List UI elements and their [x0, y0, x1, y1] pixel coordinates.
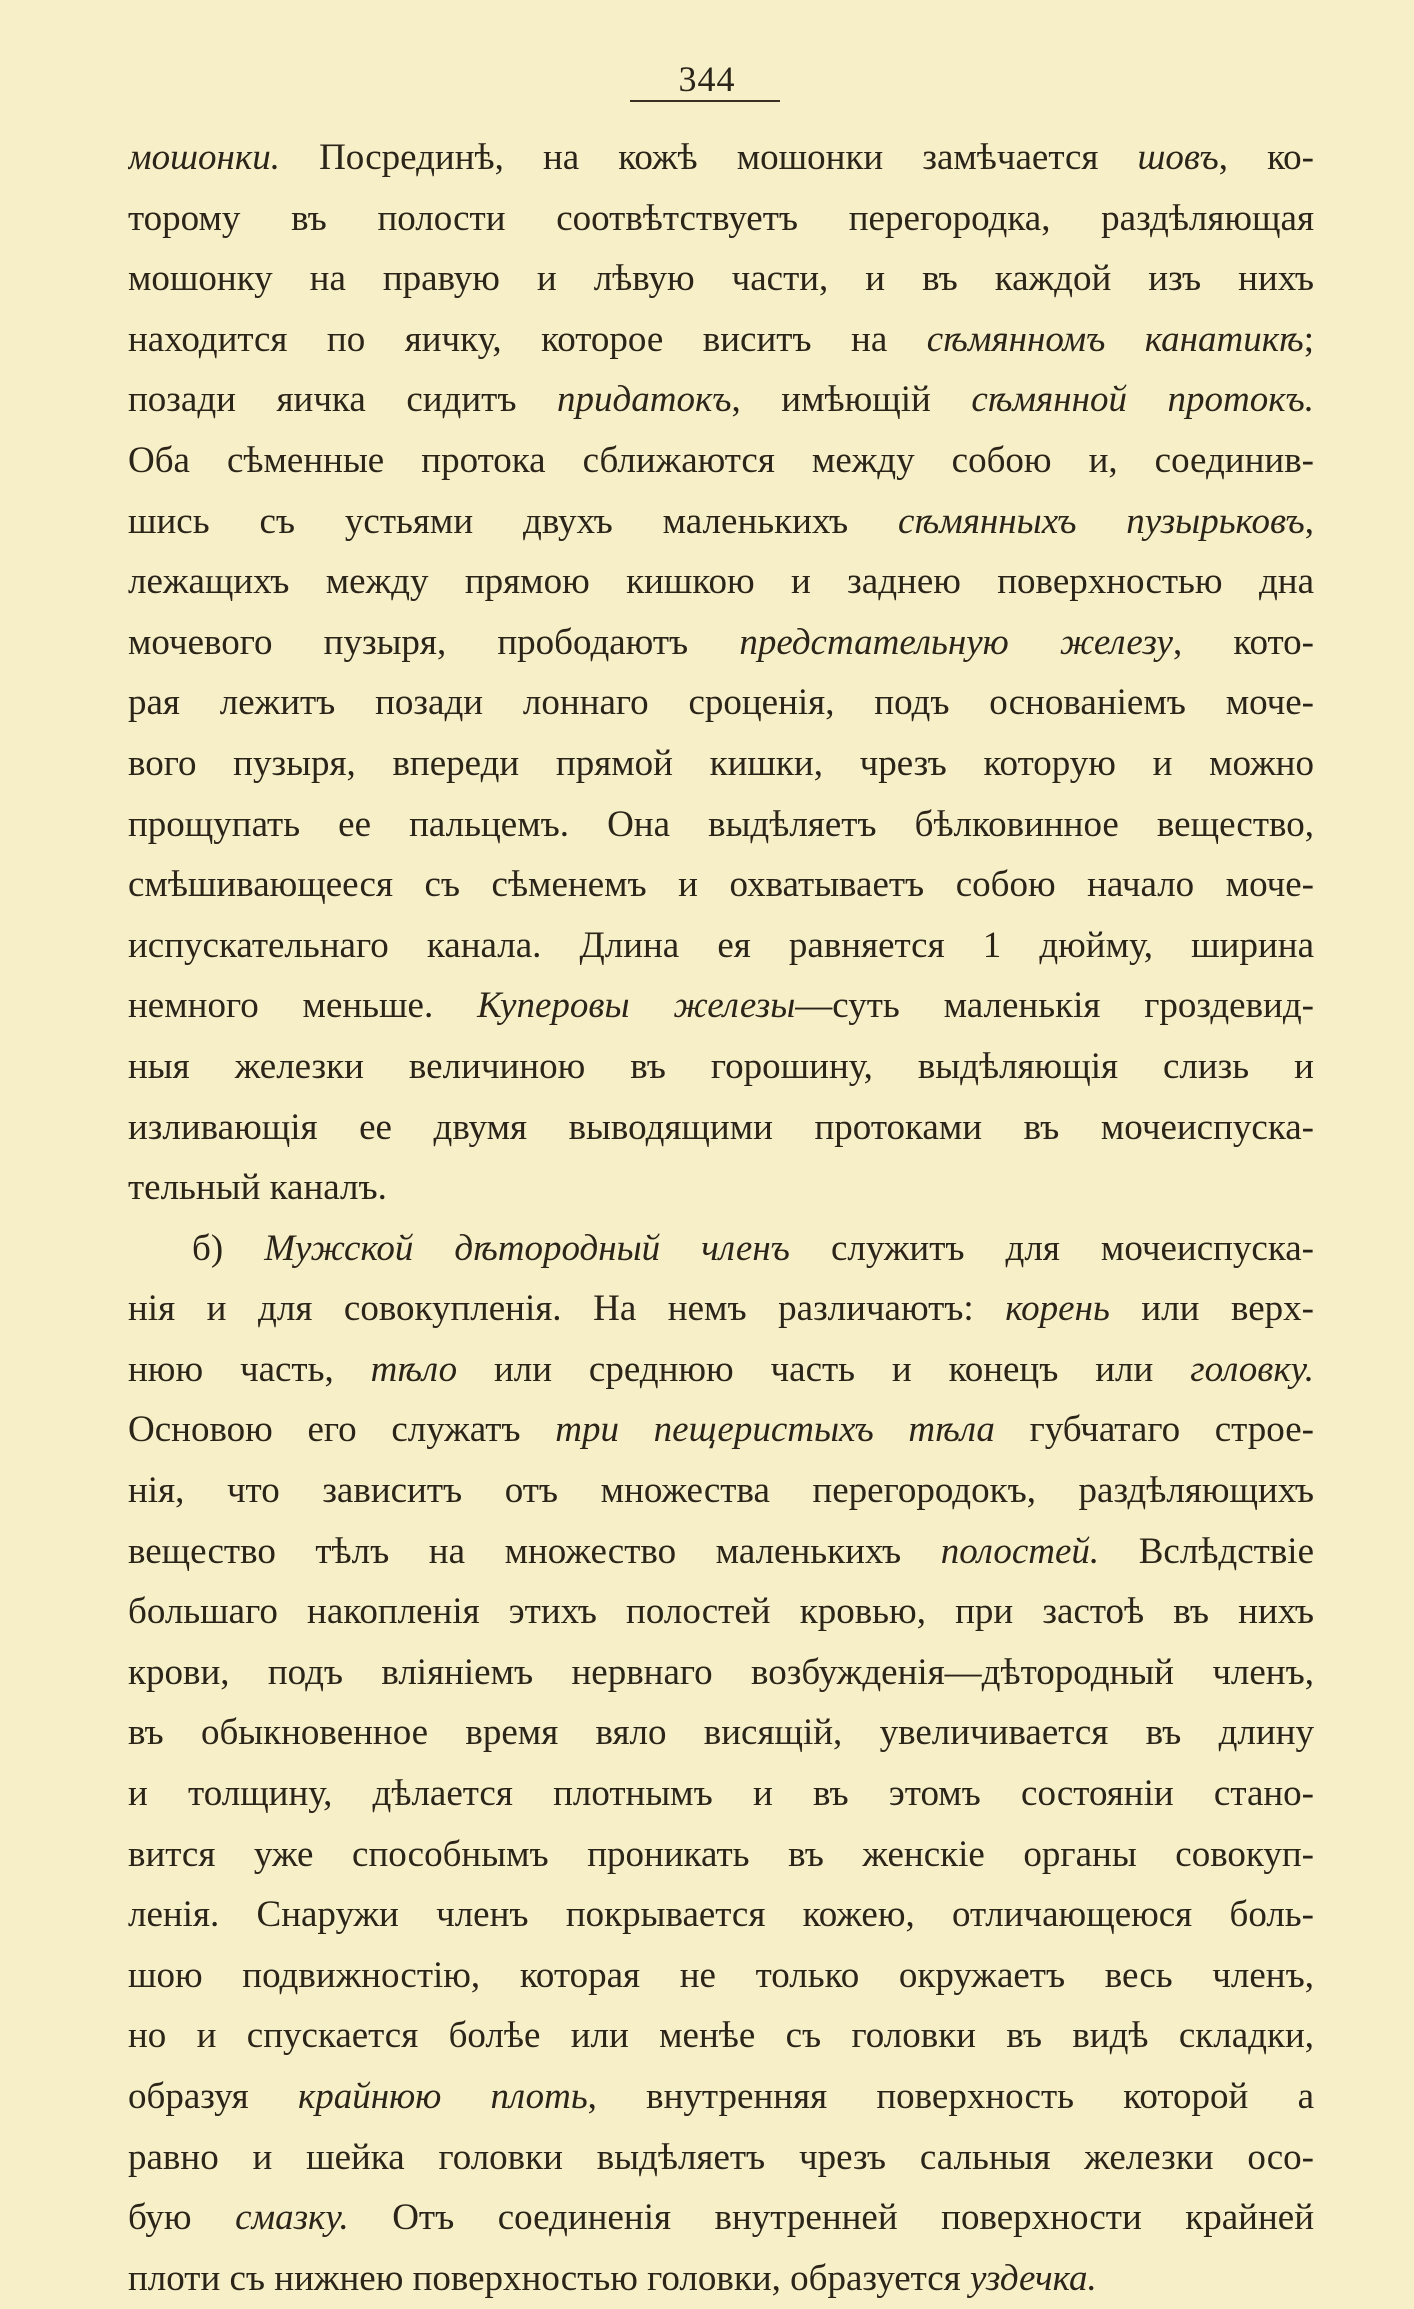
text-run: б)	[192, 1227, 265, 1269]
text-line	[128, 795, 1314, 856]
text-run: въ обыкновенное время вяло висящій, увеличивается въ длину	[128, 1712, 1314, 1754]
text-line	[128, 1461, 1314, 1522]
text-run: вого пузыря, впереди прямой кишки, чрезъ которую и можно	[128, 742, 1314, 784]
text-line	[128, 613, 1314, 674]
text-line	[128, 673, 1314, 734]
text-line	[128, 2188, 1314, 2249]
italic-term: сѣмянныхъ пузырьковъ	[898, 500, 1305, 542]
text-run: образуя	[128, 2076, 298, 2117]
text-line	[128, 1098, 1314, 1159]
text-line	[128, 492, 1314, 553]
text-line	[128, 916, 1314, 977]
italic-term: смазку.	[235, 2197, 349, 2239]
text-line	[128, 1825, 1314, 1886]
text-line	[128, 1340, 1314, 1401]
text-line	[128, 2128, 1314, 2189]
text-line	[128, 855, 1314, 916]
text-run: Вслѣдствіе	[1099, 1530, 1314, 1572]
text-run: Отъ соединенія внутренней поверхности крайней	[348, 2197, 1314, 2239]
text-run: прощупать ее пальцемъ. Она выдѣляетъ бѣлковинное вещество,	[128, 803, 1314, 845]
text-run: изливающія ее двумя выводящими протоками въ мочеиспуска-	[128, 1106, 1314, 1148]
text-run: служитъ для мочеиспуска-	[789, 1227, 1314, 1269]
text-run: немного меньше.	[128, 985, 478, 1027]
text-run: равно и шейка головки выдѣляетъ чрезъ сальныя железки осо-	[128, 2136, 1314, 2178]
text-line	[128, 976, 1314, 1037]
text-run: губчатаго строе-	[994, 1409, 1314, 1451]
text-line	[128, 1158, 1314, 1219]
page-number: 344	[678, 59, 736, 99]
italic-term: тѣло	[370, 1348, 458, 1390]
italic-term: Куперовы железы	[477, 985, 796, 1027]
text-run: шою подвижностію, которая не только окружаетъ весь членъ,	[128, 1954, 1314, 1996]
text-run: вещество тѣлъ на множество маленькихъ	[128, 1530, 941, 1572]
italic-term: полостей.	[940, 1530, 1100, 1572]
italic-term: сѣмянной протокъ.	[971, 379, 1314, 421]
paragraph	[128, 128, 1314, 1219]
text-run: ленія. Снаружи членъ покрывается кожею, отличающеюся боль-	[128, 1894, 1314, 1936]
text-line	[128, 1946, 1314, 2007]
text-run: —суть маленькія гроздевид-	[795, 985, 1314, 1027]
italic-term: шовъ	[1137, 137, 1219, 178]
text-line	[128, 734, 1314, 795]
italic-term: три пещеристыхъ тѣла	[555, 1409, 995, 1451]
italic-term: крайнюю плоть	[297, 2076, 588, 2117]
text-run: нія, что зависитъ отъ множества перегородокъ, раздѣляющихъ	[128, 1470, 1314, 1512]
text-run: Оба сѣменные протока сближаются между собою и, соединив-	[128, 439, 1314, 481]
italic-term: предстательную железу	[739, 621, 1173, 663]
italic-term: корень	[1005, 1288, 1110, 1330]
text-run: тельный каналъ.	[128, 1167, 387, 1209]
italic-term: мошонки.	[128, 137, 280, 178]
text-run: крови, подъ вліяніемъ нервнаго возбужденія—дѣтородный членъ,	[128, 1651, 1314, 1693]
text-line	[128, 431, 1314, 492]
text-line	[128, 1885, 1314, 1946]
text-run: плоти съ нижнею поверхностью головки, образуется	[128, 2257, 970, 2299]
text-run: , внутренняя поверхность которой а	[587, 2076, 1314, 2117]
text-run: Посрединѣ, на кожѣ мошонки замѣчается	[279, 137, 1138, 178]
text-run: , кото-	[1172, 621, 1314, 663]
text-line	[128, 370, 1314, 431]
text-run: ныя железки величиною въ горошину, выдѣляющія слизь и	[128, 1045, 1314, 1087]
text-line	[128, 552, 1314, 613]
text-run: смѣшивающееся съ сѣменемъ и охватываетъ собою начало моче-	[128, 864, 1314, 906]
text-line	[128, 1400, 1314, 1461]
text-line	[128, 1582, 1314, 1643]
text-line	[128, 249, 1314, 310]
text-run: бую	[128, 2197, 236, 2239]
italic-term: Мужской дѣтородный членъ	[264, 1227, 790, 1269]
text-body	[128, 128, 1314, 2309]
italic-term: сѣмянномъ канатикѣ	[926, 318, 1304, 360]
text-line	[128, 1279, 1314, 1340]
text-line	[128, 1522, 1314, 1583]
text-run: или среднюю часть и конецъ или	[457, 1348, 1191, 1390]
text-line	[128, 1219, 1314, 1280]
text-run: Основою его служатъ	[128, 1409, 556, 1451]
text-line	[128, 310, 1314, 371]
italic-term: уздечка.	[969, 2257, 1097, 2299]
text-run: торому въ полости соотвѣтствуетъ перегородка, раздѣляющая	[128, 197, 1314, 239]
text-run: ,	[1304, 500, 1314, 542]
text-run: позади яичка сидитъ	[128, 379, 558, 421]
text-run: или верх-	[1109, 1288, 1314, 1330]
text-run: но и спускается болѣе или менѣе съ головки въ видѣ складки,	[128, 2015, 1314, 2057]
paragraph	[128, 1219, 1314, 2309]
text-run: ;	[1303, 318, 1314, 360]
text-line	[128, 1703, 1314, 1764]
text-run: мошонку на правую и лѣвую части, и въ каждой изъ нихъ	[128, 258, 1314, 300]
text-run: нюю часть,	[128, 1348, 371, 1390]
text-run: , имѣющій	[731, 379, 972, 421]
text-line	[128, 1643, 1314, 1704]
text-run: рая лежитъ позади лоннаго сроценія, подъ основаніемъ моче-	[128, 682, 1314, 724]
text-line	[128, 2067, 1314, 2128]
text-run: мочевого пузыря, прободаютъ	[128, 621, 740, 663]
text-run: большаго накопленія этихъ полостей кровью, при застоѣ въ нихъ	[128, 1591, 1314, 1633]
text-line	[128, 2006, 1314, 2067]
text-run: находится по яичку, которое виситъ на	[128, 318, 927, 360]
text-run: , ко-	[1218, 137, 1314, 178]
italic-term: головку.	[1190, 1348, 1314, 1390]
text-line	[128, 2249, 1314, 2309]
text-run: лежащихъ между прямою кишкою и заднею поверхностью дна	[128, 561, 1314, 603]
text-line	[128, 1764, 1314, 1825]
text-run: и толщину, дѣлается плотнымъ и въ этомъ состояніи стано-	[128, 1773, 1314, 1815]
text-line	[128, 128, 1314, 189]
text-run: нія и для совокупленія. На немъ различаютъ:	[128, 1288, 1006, 1330]
text-line	[128, 1037, 1314, 1098]
italic-term: придатокъ	[557, 379, 732, 421]
text-run: испускательнаго канала. Длина ея равняется 1 дюйму, ширина	[128, 924, 1314, 966]
page-number-rule	[630, 100, 780, 102]
text-run: шись съ устьями двухъ маленькихъ	[128, 500, 899, 542]
text-run: вится уже способнымъ проникать въ женскіе органы совокуп-	[128, 1833, 1314, 1875]
text-line	[128, 189, 1314, 250]
